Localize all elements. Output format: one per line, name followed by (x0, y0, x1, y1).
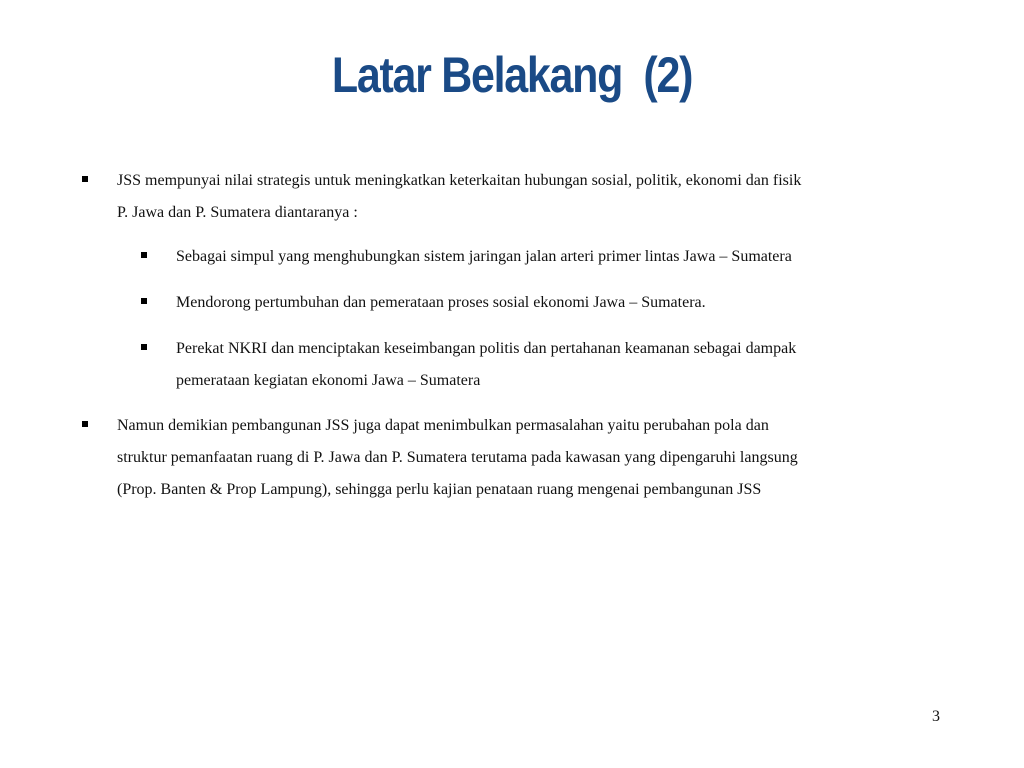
square-bullet-icon (141, 252, 147, 258)
bullet-text-line: pemerataan kegiatan ekonomi Jawa – Sumatera (176, 372, 481, 389)
bullet-text-line: (Prop. Banten & Prop Lampung), sehingga perlu kajian penataan ruang mengenai pembangunan JSS (117, 481, 762, 498)
page-number: 3 (932, 708, 940, 725)
square-bullet-icon (141, 344, 147, 350)
square-bullet-icon (82, 176, 88, 182)
square-bullet-icon (82, 421, 88, 427)
bullet-text-line: Mendorong pertumbuhan dan pemerataan proses sosial ekonomi Jawa – Sumatera. (176, 294, 706, 311)
bullet-text-line: JSS mempunyai nilai strategis untuk meningkatkan keterkaitan hubungan sosial, politik, ekonomi dan fisik (117, 172, 802, 189)
bullet-text-line: Sebagai simpul yang menghubungkan sistem jaringan jalan arteri primer lintas Jawa – Sumatera (176, 248, 792, 265)
bullet-text-line: Perekat NKRI dan menciptakan keseimbangan politis dan pertahanan keamanan sebagai dampak (176, 340, 797, 357)
square-bullet-icon (141, 298, 147, 304)
slide-title: Latar Belakang (2) (331, 47, 693, 103)
bullet-text-line: P. Jawa dan P. Sumatera diantaranya : (117, 204, 358, 221)
bullet-text-line: Namun demikian pembangunan JSS juga dapat menimbulkan permasalahan yaitu perubahan pola dan (117, 417, 769, 434)
bullet-text-line: struktur pemanfaatan ruang di P. Jawa dan P. Sumatera terutama pada kawasan yang dipengaruhi langsung (117, 449, 798, 466)
